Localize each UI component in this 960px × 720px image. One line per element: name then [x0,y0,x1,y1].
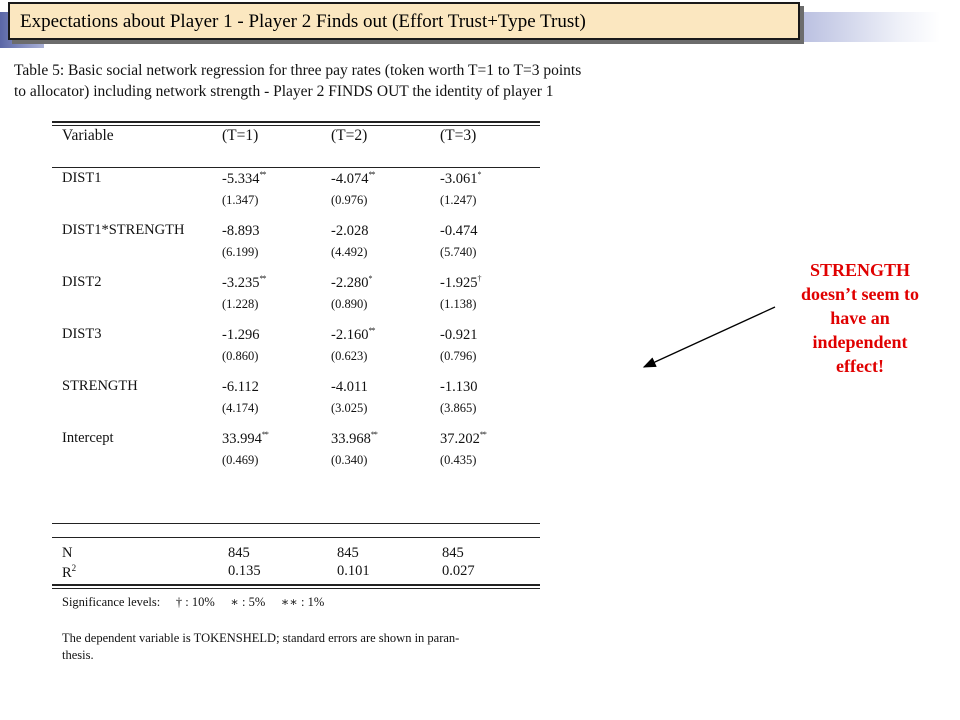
row-standard-error: (0.340) [331,453,368,467]
stat-name-text: R [62,564,72,581]
significance-levels: Significance levels: † : 10% ∗ : 5% ∗∗ : 1% [62,595,325,609]
coefficient-value: 37.202 [440,430,480,447]
row-standard-error: (1.138) [440,297,477,311]
significance-marker: ** [370,430,377,439]
coefficient-value: -3.235 [222,274,260,291]
row-standard-error: (3.025) [331,401,368,415]
row-variable: Intercept [62,430,114,446]
stat-value: 845 [228,545,250,561]
coefficient-value: -6.112 [222,378,259,395]
significance-marker: ** [368,170,375,179]
stat-value: 0.135 [228,563,261,579]
header-t1: (T=1) [222,127,259,144]
coefficient-value: -0.474 [440,222,478,239]
stat-value: 0.101 [337,563,370,579]
row-variable: STRENGTH [62,378,138,394]
row-standard-error: (4.492) [331,245,368,259]
coefficient-value: -1.296 [222,326,260,343]
row-standard-error: (1.228) [222,297,259,311]
coefficient-value: -4.011 [331,378,368,395]
annotation-line-1: STRENGTH [809,260,911,280]
coefficient-value: -2.160 [331,326,369,343]
coefficient-value: -8.893 [222,222,260,239]
coefficient-value: -1.925 [440,274,478,291]
stat-value: 845 [337,545,359,561]
coefficient-value: 33.968 [331,430,371,447]
row-standard-error: (4.174) [222,401,259,415]
significance-marker: ** [261,430,268,439]
row-variable: DIST1*STRENGTH [62,222,185,238]
stat-name-text: N [62,545,73,561]
row-standard-error: (6.199) [222,245,259,259]
annotation-line-3: have an [830,308,890,328]
coefficient-value: -2.280 [331,274,369,291]
annotation-line-4: independent [812,332,908,352]
coefficient-value: -0.921 [440,326,478,343]
coefficient-value: -3.061 [440,170,478,187]
significance-marker: ** [259,170,266,179]
coefficient-value: -4.074 [331,170,369,187]
row-variable: DIST2 [62,274,102,290]
row-standard-error: (0.976) [331,193,368,207]
row-standard-error: (0.890) [331,297,368,311]
row-variable: DIST3 [62,326,102,342]
row-standard-error: (0.435) [440,453,477,467]
significance-marker: † [477,274,481,283]
row-standard-error: (0.796) [440,349,477,363]
coefficient-value: -2.028 [331,222,369,239]
slide-title: Expectations about Player 1 - Player 2 Finds out (Effort Trust+Type Trust) [20,11,586,32]
coefficient-value: 33.994 [222,430,262,447]
row-standard-error: (1.247) [440,193,477,207]
annotation-line-5: effect! [836,356,884,376]
coefficient-value: -5.334 [222,170,260,187]
significance-marker: * [368,274,372,283]
footnote-line-2: thesis. [62,648,94,662]
header-t2: (T=2) [331,127,368,144]
row-standard-error: (1.347) [222,193,259,207]
row-standard-error: (0.623) [331,349,368,363]
row-standard-error: (0.469) [222,453,259,467]
row-standard-error: (3.865) [440,401,477,415]
significance-marker: * [477,170,481,179]
footnote-line-1: The dependent variable is TOKENSHELD; standard errors are shown in paran- [62,631,460,645]
stat-value: 845 [442,545,464,561]
coefficient-value: -1.130 [440,378,478,395]
table-caption: Table 5: Basic social network regression for three pay rates (token worth T=1 to T=3 points to allocator) including network strength - Player 2 FINDS OUT the identity of player 1 [14,62,582,100]
significance-marker: ** [259,274,266,283]
arrow-line [644,307,775,367]
annotation-line-2: doesn’t seem to [801,284,919,304]
stat-superscript: 2 [71,563,77,573]
row-standard-error: (5.740) [440,245,477,259]
row-variable: DIST1 [62,170,102,186]
row-standard-error: (0.860) [222,349,259,363]
stat-value: 0.027 [442,563,475,579]
significance-marker: ** [368,326,375,335]
significance-marker: ** [479,430,486,439]
header-variable: Variable [62,127,114,144]
header-t3: (T=3) [440,127,477,144]
